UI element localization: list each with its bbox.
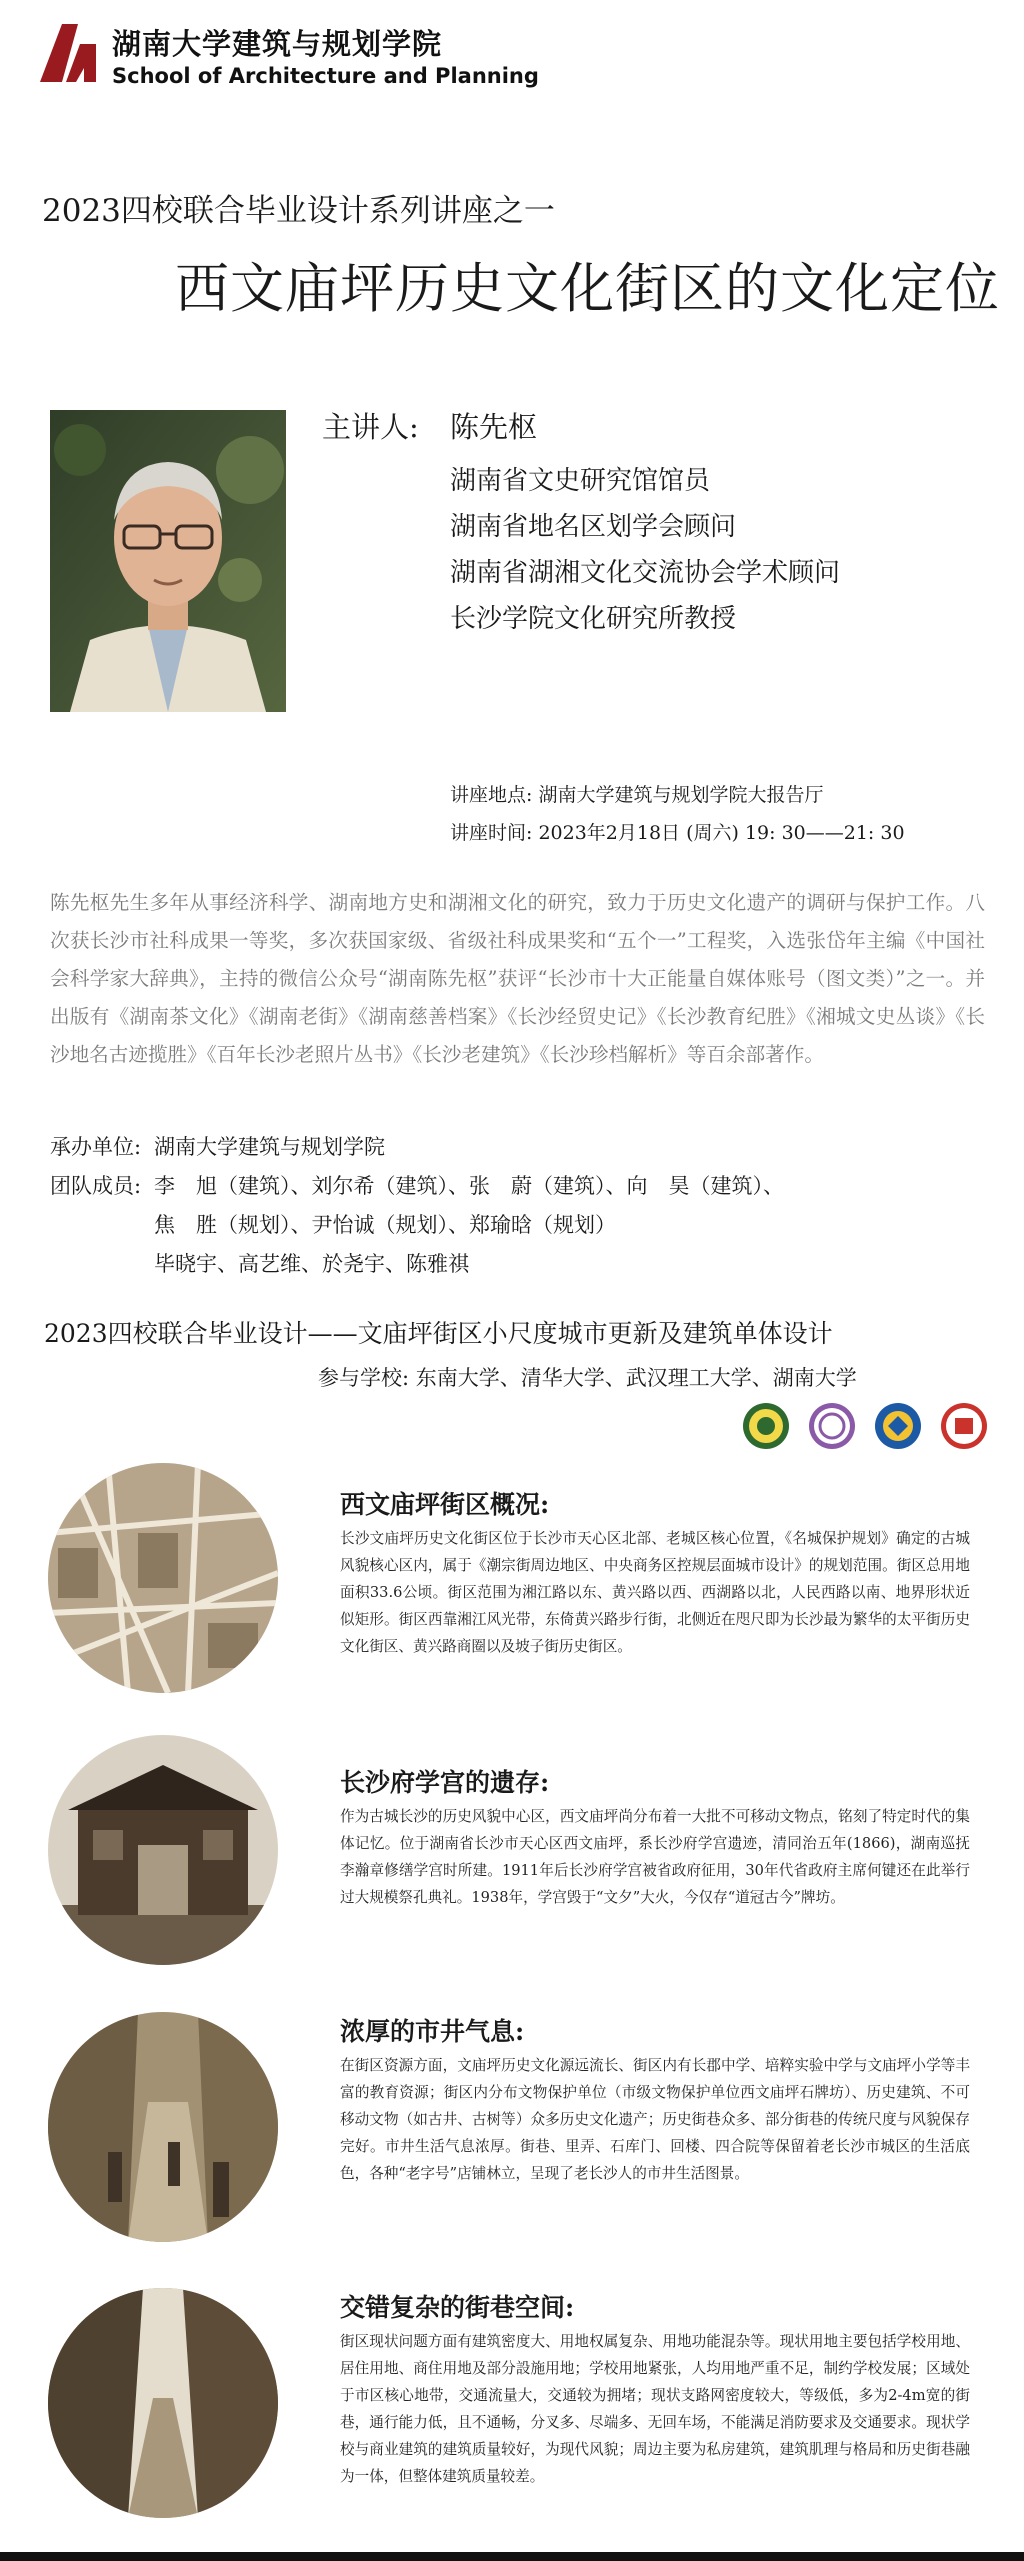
section-heading: 长沙府学宫的遗存:	[340, 1768, 550, 1797]
series-title: 2023四校联合毕业设计系列讲座之一	[42, 193, 555, 229]
host-name: 湖南大学建筑与规划学院	[154, 1135, 385, 1159]
bottom-border	[0, 2552, 1024, 2561]
section-heading: 浓厚的市井气息:	[340, 2017, 525, 2046]
members-label: 团队成员:	[50, 1174, 142, 1198]
speaker-title-line: 湖南省地名区划学会顾问	[450, 512, 737, 542]
participating-schools: 参与学校: 东南大学、清华大学、武汉理工大学、湖南大学	[318, 1366, 857, 1390]
host-label: 承办单位:	[50, 1135, 142, 1159]
speaker-header	[322, 404, 537, 450]
market-street-photo-icon	[48, 2012, 278, 2242]
hunan-university-badge-icon	[940, 1402, 988, 1450]
speaker-titles	[450, 458, 840, 642]
speaker-title-line: 长沙学院文化研究所教授	[450, 604, 737, 634]
section-body: 街区现状问题方面有建筑密度大、用地权属复杂、用地功能混杂等。现状用地主要包括学校用地、居住用地、商住用地及部分設施用地；学校用地紧张，人均用地严重不足，制约学校发展；区域处于市区核心地带，交通流量大，交通较为拥堵；现状支路网密度较大，等级低，多为2-4m宽的街巷，通行能力低，且不通畅，分叉多、尽端多、无回车场，不能满足消防要求及交通要求。现状学校与商业建筑的建筑质量较好，为现代风貌；周边主要为私房建筑，建筑肌理与格局和历史街巷融为一体，但整体建筑质量较差。	[340, 2333, 970, 2485]
organizer-block	[50, 1128, 784, 1284]
members-line: 焦 胜（规划）、尹怡诚（规划）、郑瑜晗（规划）	[154, 1213, 616, 1237]
street-map-photo-icon	[48, 1463, 278, 1693]
section-body: 在街区资源方面，文庙坪历史文化源远流长、街区内有长郡中学、培粹实验中学与文庙坪小学等丰富的教育资源；街区内分布文物保护单位（市级文物保护单位西文庙坪石牌坊）、历史建筑、不可移动文物（如古井、古树等）众多历史文化遗产；历史街巷众多、部分街巷的传统尺度与风貌保存完好。市井生活气息浓厚。街巷、里弄、石库门、回楼、四合院等保留着老长沙市城区的生活底色，各种“老字号”店铺林立，呈现了老长沙人的市井生活图景。	[340, 2057, 970, 2182]
whut-badge-icon	[874, 1402, 922, 1450]
university-badges	[742, 1402, 992, 1454]
speaker-title-line: 湖南省湖湘文化交流协会学术顾问	[450, 558, 841, 588]
speaker-bio: 陈先枢先生多年从事经济科学、湖南地方史和湖湘文化的研究，致力于历史文化遗产的调研与保护工作。八次获长沙市社科成果一等奖，多次获国家级、省级社科成果奖和“五个一”工程奖，入选张岱年主编《中国社会科学家大辞典》，主持的微信公众号“湖南陈先枢”获评“长沙市十大正能量自媒体账号（图文类）”之一。并出版有《湖南茶文化》《湖南老街》《湖南慈善档案》《长沙经贸史记》《长沙教育纪胜》《湘城文史丛谈》《长沙地名古迹揽胜》《百年长沙老照片丛书》《长沙老建筑》《长沙珍档解析》等百余部著作。	[50, 891, 985, 1066]
section-body: 作为古城长沙的历史风貌中心区，西文庙坪尚分布着一大批不可移动文物点，铭刻了特定时代的集体记忆。位于湖南省长沙市天心区西文庙坪，系长沙府学宫遗迹，清同治五年(1866)，湖南巡抚李瀚章修缮学宫时所建。1911年后长沙府学宫被省政府征用，30年代省政府主席何键还在此举行过大规模祭孔典礼。1938年，学宫毁于“文夕”大火，今仅存“道冠古今”牌坊。	[340, 1808, 970, 1906]
speaker-title-line: 湖南省文史研究馆馆员	[450, 466, 711, 496]
speaker-name: 陈先枢	[450, 410, 538, 444]
school-name-en: School of Architecture and Planning	[112, 64, 539, 88]
section-body: 长沙文庙坪历史文化街区位于长沙市天心区北部、老城区核心位置，《名城保护规划》确定的古城风貌核心区内，属于《潮宗街周边地区、中央商务区控规层面城市设计》的规划范围。街区总用地面积33.6公顷。街区范围为湘江路以东、黄兴路以西、西湖路以北，人民西路以南、地界形状近似矩形。街区西靠湘江风光带，东倚黄兴路步行街，北侧近在咫尺即为长沙最为繁华的太平街历史文化街区、黄兴路商圈以及坡子街历史街区。	[340, 1530, 970, 1655]
members-line: 李 旭（建筑）、刘尔希（建筑）、张 蔚（建筑）、向 昊（建筑）、	[154, 1174, 784, 1198]
lecture-title: 西文庙坪历史文化街区的文化定位	[175, 257, 1000, 320]
section-heading: 交错复杂的街巷空间:	[340, 2293, 575, 2322]
lecture-place: 讲座地点: 湖南大学建筑与规划学院大报告厅	[450, 784, 824, 806]
lecture-time: 讲座时间: 2023年2月18日 (周六) 19: 30——21: 30	[450, 822, 905, 844]
tsinghua-university-badge-icon	[808, 1402, 856, 1450]
speaker-portrait	[50, 410, 286, 712]
lecture-venue	[450, 776, 905, 852]
project-title: 2023四校联合毕业设计——文庙坪街区小尺度城市更新及建筑单体设计	[44, 1319, 833, 1348]
speaker-label: 主讲人:	[322, 410, 419, 444]
gate-archway-photo-icon	[48, 1735, 278, 1965]
section-heading: 西文庙坪街区概况:	[340, 1490, 550, 1519]
school-logo-icon	[40, 24, 96, 82]
members-line: 毕晓宇、高艺维、於尧宇、陈雅祺	[154, 1252, 469, 1276]
school-name-cn: 湖南大学建筑与规划学院	[112, 27, 443, 61]
southeast-university-badge-icon	[742, 1402, 790, 1450]
narrow-alley-photo-icon	[48, 2288, 278, 2518]
